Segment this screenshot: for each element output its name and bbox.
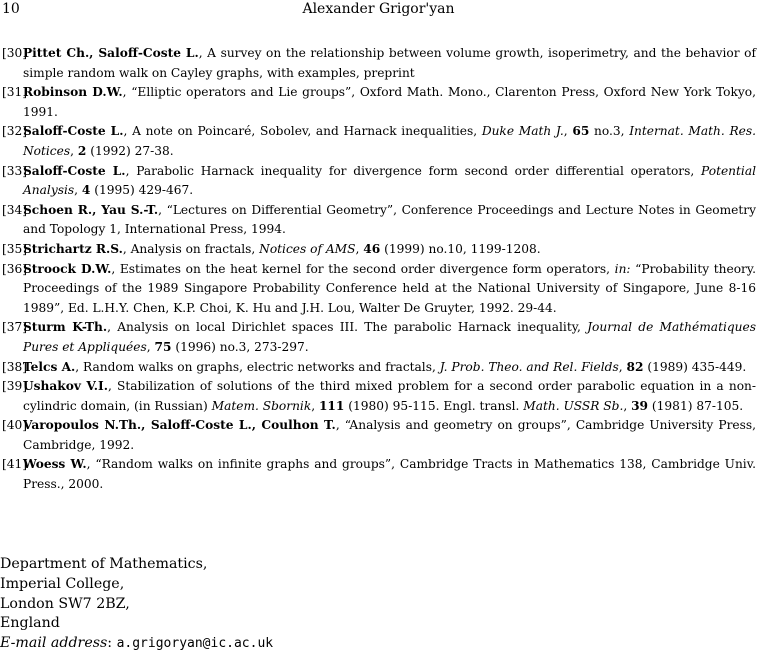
reference-text: , Random walks on graphs, electric networks and fractals, — [75, 359, 440, 374]
email-address[interactable]: a.grigoryan@ic.ac.uk — [116, 636, 274, 652]
reference-item — [2, 455, 756, 494]
reference-author: Varopoulos N.Th., Saloff-Coste L., Coulhon T. — [23, 418, 336, 433]
running-head: Alexander Grigor'yan — [302, 1, 455, 17]
reference-author: Pittet Ch., Saloff-Coste L. — [23, 46, 199, 60]
reference-text: (1999) no.10, 1199-1208. — [380, 241, 541, 256]
address-line: Department of Mathematics, — [0, 556, 208, 572]
reference-list — [2, 44, 756, 495]
reference-text: , — [355, 241, 364, 256]
reference-text: , Parabolic Harnack inequality for divergence form second order differential operators, — [125, 163, 702, 178]
reference-author: 65 — [572, 124, 590, 139]
reference-text: “Probability theory. Proceedings of the 1989 Singapore Probability Conference held at the National University of Singapore, June 8-16 1989”, Ed. L.H.Y. Chen, K.P. Choi, K. Hu and J.H. Lou, Walter De Gruyter, 1992. 29-44. — [23, 261, 756, 315]
reference-number: [39] — [2, 379, 28, 394]
reference-text: (1989) 435-449. — [643, 359, 747, 374]
author-address — [0, 555, 757, 654]
reference-text: , “Elliptic operators and Lie groups”, Oxford Math. Mono., Clarenton Press, Oxford New York Tokyo, 1991. — [23, 85, 756, 119]
reference-item — [2, 416, 756, 455]
reference-text: (1980) 95-115. Engl. transl. — [344, 398, 524, 413]
reference-item — [2, 240, 756, 260]
reference-number: [34] — [2, 202, 28, 217]
reference-number: [30] — [2, 46, 28, 60]
reference-author: Stroock D.W. — [23, 261, 112, 276]
reference-author: Woess W. — [23, 457, 87, 472]
reference-author: Saloff-Coste L. — [23, 163, 126, 178]
reference-text: , — [563, 124, 573, 139]
reference-item — [2, 201, 756, 240]
reference-journal: Math. USSR Sb. — [523, 398, 624, 413]
reference-journal: Internat. Math. Res. Notices — [23, 124, 756, 158]
reference-author: Ushakov V.I. — [23, 379, 108, 394]
reference-number: [35] — [2, 241, 28, 256]
reference-item — [2, 260, 756, 319]
reference-item — [2, 377, 756, 416]
reference-author: Schoen R., Yau S.-T. — [23, 202, 159, 217]
reference-number: [41] — [2, 457, 28, 472]
reference-journal: Matem. Sbornik — [211, 398, 312, 413]
reference-journal: Notices of AMS — [259, 241, 356, 256]
reference-text: , — [623, 398, 632, 413]
email-line: E-mail address: a.grigoryan@ic.ac.uk — [0, 635, 274, 652]
reference-text: , “Random walks on infinite graphs and groups”, Cambridge Tracts in Mathematics 138, Cambridge Univ. Press., 2000. — [23, 457, 757, 492]
reference-text: (1996) no.3, 273-297. — [171, 339, 309, 354]
reference-journal: Potential Analysis — [23, 163, 756, 198]
reference-item — [2, 162, 756, 201]
reference-number: [37] — [2, 320, 28, 335]
address-line: Imperial College, — [0, 575, 125, 592]
reference-text: , — [618, 359, 627, 374]
reference-number: [31] — [2, 85, 28, 100]
reference-author: Sturm K-Th. — [23, 320, 108, 335]
reference-journal: Duke Math J. — [481, 124, 564, 139]
reference-journal: Journal de Mathématiques Pures et Appliquées — [23, 320, 756, 354]
reference-item — [2, 44, 756, 83]
reference-author: 39 — [631, 398, 649, 413]
reference-number: [33] — [2, 163, 28, 178]
reference-text: (1995) 429-467. — [90, 183, 194, 198]
reference-author: 4 — [81, 183, 91, 198]
reference-text: , — [70, 143, 78, 158]
reference-journal: J. Prob. Theo. and Rel. Fields — [439, 359, 619, 374]
reference-author: 75 — [154, 339, 172, 354]
reference-text: , “Analysis and geometry on groups”, Cambridge University Press, Cambridge, 1992. — [23, 418, 756, 452]
reference-author: 111 — [318, 398, 345, 413]
reference-text: no.3, — [589, 124, 630, 139]
reference-text: , A note on Poincaré, Sobolev, and Harnack inequalities, — [123, 124, 482, 139]
reference-text: , — [74, 183, 82, 198]
reference-text: , — [311, 398, 319, 413]
reference-item — [2, 318, 756, 357]
reference-number: [40] — [2, 418, 28, 433]
reference-author: 46 — [363, 241, 381, 256]
reference-text: (1981) 87-105. — [648, 398, 744, 413]
reference-item — [2, 83, 756, 122]
reference-number: [36] — [2, 261, 28, 276]
reference-text: , Estimates on the heat kernel for the second order divergence form operators, — [111, 261, 615, 276]
reference-text: , A survey on the relationship between volume growth, isoperimetry, and the behavior of simple random walk on Cayley graphs, with examples, preprint — [23, 46, 756, 80]
email-label: E-mail address — [0, 635, 108, 652]
page-number: 10 — [2, 1, 20, 17]
reference-item — [2, 358, 756, 378]
reference-number: [32] — [2, 124, 28, 139]
address-line: England — [0, 615, 60, 632]
reference-text: , — [146, 339, 155, 354]
reference-author: 82 — [626, 359, 644, 374]
reference-author: Saloff-Coste L. — [23, 124, 124, 139]
reference-author: 2 — [77, 143, 87, 158]
page-header — [0, 0, 757, 18]
address-line: London SW7 2BZ, — [0, 595, 130, 612]
reference-number: [38] — [2, 359, 28, 374]
reference-journal: in: — [614, 261, 631, 276]
reference-text: , Analysis on fractals, — [122, 241, 260, 256]
reference-author: Telcs A. — [23, 359, 76, 374]
reference-author: Strichartz R.S. — [23, 241, 123, 256]
reference-author: Robinson D.W. — [23, 85, 123, 100]
reference-text: (1992) 27-38. — [86, 143, 174, 158]
reference-text: , Analysis on local Dirichlet spaces III. The parabolic Harnack inequality, — [107, 320, 588, 335]
reference-item — [2, 122, 756, 161]
reference-text: , “Lectures on Differential Geometry”, Conference Proceedings and Lecture Notes in Geometry and Topology 1, International Press, 1994. — [23, 202, 756, 237]
reference-text: , Stabilization of solutions of the third mixed problem for a second order parabolic equation in a non-cylindric domain, (in Russian) — [23, 379, 756, 413]
